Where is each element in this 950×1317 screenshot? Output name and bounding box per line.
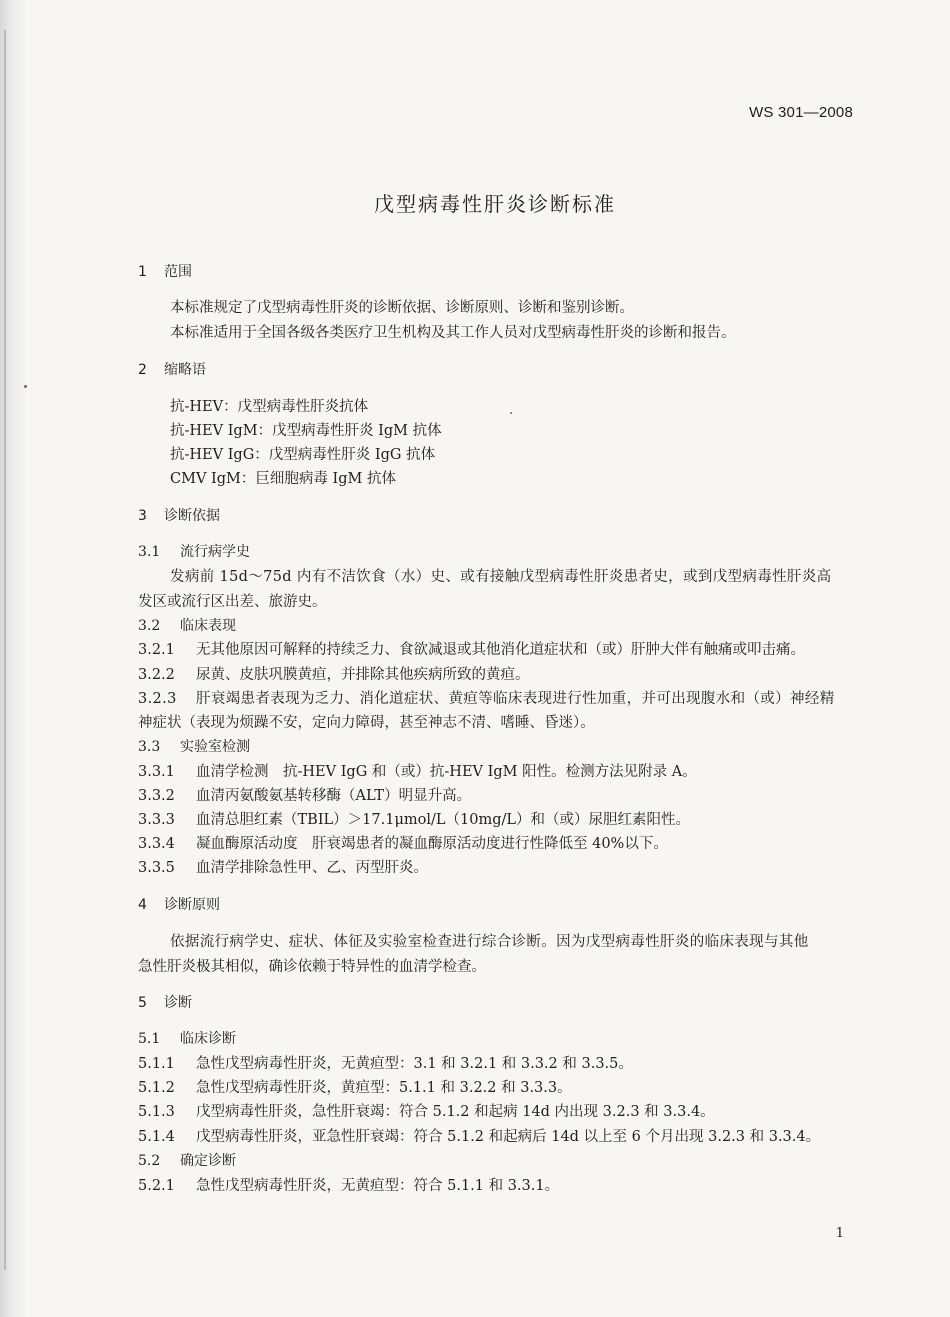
clause-text: 戊型病毒性肝炎，急性肝衰竭：符合 5.1.2 和起病 14d 内出现 3.2.3 和 3.3.4。 [196,1104,715,1120]
paragraph: 发病前 15d～75d 内有不洁饮食（水）史、或有接触戊型病毒性肝炎患者史，或到戊型病毒性肝炎高 [170,569,832,585]
clause-number: 5.2.1 [138,1178,175,1194]
subsection-number: 5.2 [138,1153,161,1169]
subsection-heading-3-2 [138,616,236,636]
clause-3-2-1 [138,640,805,660]
subsection-heading-5-2 [138,1151,236,1171]
clause-3-3-1 [138,762,697,782]
clause-5-1-2 [138,1078,572,1098]
subsection-number: 3.2 [138,618,161,634]
subsection-heading-3-1 [138,542,250,562]
section-number: 5 [138,995,147,1011]
section-title: 诊断原则 [164,897,220,913]
clause-continuation: 神症状（表现为烦躁不安，定向力障碍，甚至神志不清、嗜睡、昏迷）。 [138,715,595,731]
page-number: 1 [835,1226,844,1241]
section-heading-1 [138,262,192,282]
abbreviation-item: 抗-HEV IgM：戊型病毒性肝炎 IgM 抗体 [170,423,442,439]
section-number: 3 [138,508,147,524]
clause-number: 5.1.3 [138,1104,175,1120]
abbreviation-item: 抗-HEV：戊型病毒性肝炎抗体 [170,399,369,415]
clause-number: 5.1.1 [138,1056,175,1072]
clause-5-1-1 [138,1054,633,1074]
section-heading-5 [138,993,192,1013]
paragraph: 本标准适用于全国各级各类医疗卫生机构及其工作人员对戊型病毒性肝炎的诊断和报告。 [170,325,736,341]
clause-3-3-2 [138,786,471,806]
clause-number: 3.2.2 [138,667,175,683]
clause-text: 肝衰竭患者表现为乏力、消化道症状、黄疸等临床表现进行性加重，并可出现腹水和（或）神经精 [196,691,835,707]
section-number: 4 [138,897,147,913]
subsection-number: 5.1 [138,1031,161,1047]
clause-text: 血清丙氨酸氨基转移酶（ALT）明显升高。 [196,788,472,804]
clause-text: 血清学检测 抗-HEV IgG 和（或）抗-HEV IgM 阳性。检测方法见附录 A。 [196,764,697,780]
abbreviation-item: 抗-HEV IgG：戊型病毒性肝炎 IgG 抗体 [170,447,436,463]
section-title: 诊断 [164,995,192,1011]
section-heading-2 [138,360,206,380]
clause-5-2-1 [138,1176,559,1196]
clause-text: 尿黄、皮肤巩膜黄疸，并排除其他疾病所致的黄疸。 [196,667,530,683]
section-title: 范围 [164,264,192,280]
clause-5-1-3 [138,1102,715,1122]
subsection-title: 流行病学史 [180,544,250,560]
abbreviation-item: CMV IgM：巨细胞病毒 IgM 抗体 [170,471,396,487]
clause-number: 3.3.1 [138,764,175,780]
clause-text: 血清总胆红素（TBIL）＞17.1μmol/L（10mg/L）和（或）尿胆红素阳性。 [196,812,691,828]
clause-3-2-2 [138,665,530,685]
clause-text: 戊型病毒性肝炎，亚急性肝衰竭：符合 5.1.2 和起病后 14d 以上至 6 个月出现 3.2.3 和 3.3.4。 [196,1129,821,1145]
section-number: 2 [138,362,147,378]
clause-number: 5.1.2 [138,1080,175,1096]
subsection-title: 确定诊断 [180,1153,236,1169]
clause-number: 3.2.3 [138,691,177,707]
paragraph: 本标准规定了戊型病毒性肝炎的诊断依据、诊断原则、诊断和鉴别诊断。 [170,300,634,316]
paragraph-continuation: 急性肝炎极其相似，确诊依赖于特异性的血清学检查。 [138,959,486,975]
section-number: 1 [138,264,147,280]
subsection-number: 3.3 [138,739,161,755]
paragraph-continuation: 发区或流行区出差、旅游史。 [138,594,327,610]
section-title: 缩略语 [164,362,206,378]
clause-5-1-4 [138,1127,820,1147]
paragraph: 依据流行病学史、症状、体征及实验室检查进行综合诊断。因为戊型病毒性肝炎的临床表现与其他 [170,934,809,950]
clause-number: 3.3.3 [138,812,175,828]
clause-text: 急性戊型病毒性肝炎，无黄疸型：3.1 和 3.2.1 和 3.3.2 和 3.3.5。 [196,1056,633,1072]
clause-text: 急性戊型病毒性肝炎，无黄疸型：符合 5.1.1 和 3.3.1。 [196,1178,560,1194]
document-title: 戊型病毒性肝炎诊断标准 [374,192,616,216]
clause-3-3-3 [138,810,690,830]
clause-number: 5.1.4 [138,1129,175,1145]
subsection-title: 临床表现 [180,618,236,634]
clause-3-3-4 [138,834,668,854]
section-title: 诊断依据 [164,508,220,524]
subsection-title: 临床诊断 [180,1031,236,1047]
clause-number: 3.3.4 [138,836,175,852]
scan-speck [24,385,27,388]
subsection-heading-3-3 [138,737,250,757]
subsection-heading-5-1 [138,1029,236,1049]
clause-text: 急性戊型病毒性肝炎，黄疸型：5.1.1 和 3.2.2 和 3.3.3。 [196,1080,572,1096]
clause-3-3-5 [138,858,428,878]
clause-text: 凝血酶原活动度 肝衰竭患者的凝血酶原活动度进行性降低至 40%以下。 [196,836,668,852]
clause-number: 3.2.1 [138,642,175,658]
clause-3-2-3 [138,689,835,709]
section-heading-4 [138,895,220,915]
scan-speck [510,412,512,414]
section-heading-3 [138,506,220,526]
subsection-number: 3.1 [138,544,161,560]
document-code: WS 301—2008 [749,104,853,121]
subsection-title: 实验室检测 [180,739,250,755]
clause-text: 无其他原因可解释的持续乏力、食欲减退或其他消化道症状和（或）肝肿大伴有触痛或叩击痛。 [196,642,805,658]
clause-text: 血清学排除急性甲、乙、丙型肝炎。 [196,860,428,876]
clause-number: 3.3.5 [138,860,175,876]
clause-number: 3.3.2 [138,788,175,804]
